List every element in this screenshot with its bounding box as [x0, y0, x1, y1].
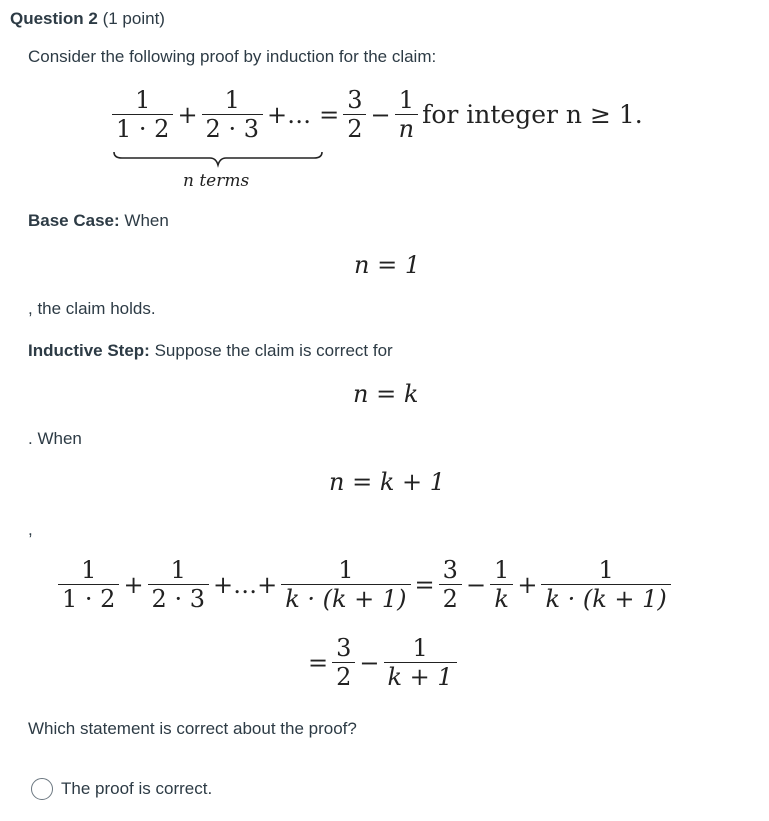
deriv-term2: $\frac{1}{2 \cdot 3}$ [148, 556, 209, 613]
inductive-step-label: Inductive Step: [28, 341, 150, 360]
question-points: (1 point) [102, 9, 165, 28]
claim-equation: $\frac{1}{1 \cdot 2}$ + $\frac{1}{2 \cdot 3}$ +… = $\frac{3}{2}$ − $\frac{1}{n}$ for integer n ≥ 1. [112, 86, 647, 143]
underbrace [112, 150, 324, 168]
inductive-step-line [28, 341, 393, 361]
claim-term1: $\frac{1}{1 \cdot 2}$ [112, 86, 173, 143]
inductive-comma: , [28, 520, 33, 539]
deriv-rhs1: $\frac{3}{2}$ [439, 556, 462, 613]
claim-term2: $\frac{1}{2 \cdot 3}$ [202, 86, 263, 143]
option-radio-1[interactable] [31, 778, 53, 800]
brace-label: n terms [183, 171, 250, 191]
question-title [10, 9, 165, 29]
base-case-line [28, 211, 169, 231]
deriv-rhs2: $\frac{1}{k}$ [490, 556, 513, 613]
base-case-label: Base Case: [28, 211, 120, 230]
deriv-l2-a: $\frac{3}{2}$ [332, 634, 355, 691]
inductive-equation-2: n = k + 1 [329, 468, 446, 496]
question-prompt: Which statement is correct about the proof? [28, 719, 357, 738]
question-intro: Consider the following proof by induction for the claim: [28, 47, 437, 66]
deriv-l2-b: $\frac{1}{k + 1}$ [384, 634, 457, 691]
option-label-1[interactable]: The proof is correct. [61, 779, 213, 798]
base-case-equation: n = 1 [354, 251, 421, 279]
base-case-text: When [124, 211, 169, 230]
deriv-term1: $\frac{1}{1 \cdot 2}$ [58, 556, 119, 613]
inductive-when: . When [28, 429, 82, 448]
deriv-term3: $\frac{1}{k \cdot (k + 1)}$ [281, 556, 410, 613]
deriv-rhs3: $\frac{1}{k \cdot (k + 1)}$ [541, 556, 670, 613]
claim-rhs1: $\frac{3}{2}$ [343, 86, 366, 143]
question-number: Question 2 [10, 9, 98, 28]
base-case-conclusion: , the claim holds. [28, 299, 156, 318]
derivation-line-2: = $\frac{3}{2}$ − $\frac{1}{k + 1}$ [304, 634, 457, 691]
derivation-line-1: $\frac{1}{1 \cdot 2}$ + $\frac{1}{2 \cdot 3}$ +…+ $\frac{1}{k \cdot (k + 1)}$ = $\frac{3}{2}$ − $\frac{1}{k}$ + $\frac{1}{k \cdot (k + 1)}$ [58, 556, 671, 613]
inductive-step-text: Suppose the claim is correct for [154, 341, 393, 360]
inductive-equation-1: n = k [353, 380, 419, 408]
claim-rhs2: $\frac{1}{n}$ [395, 86, 418, 143]
